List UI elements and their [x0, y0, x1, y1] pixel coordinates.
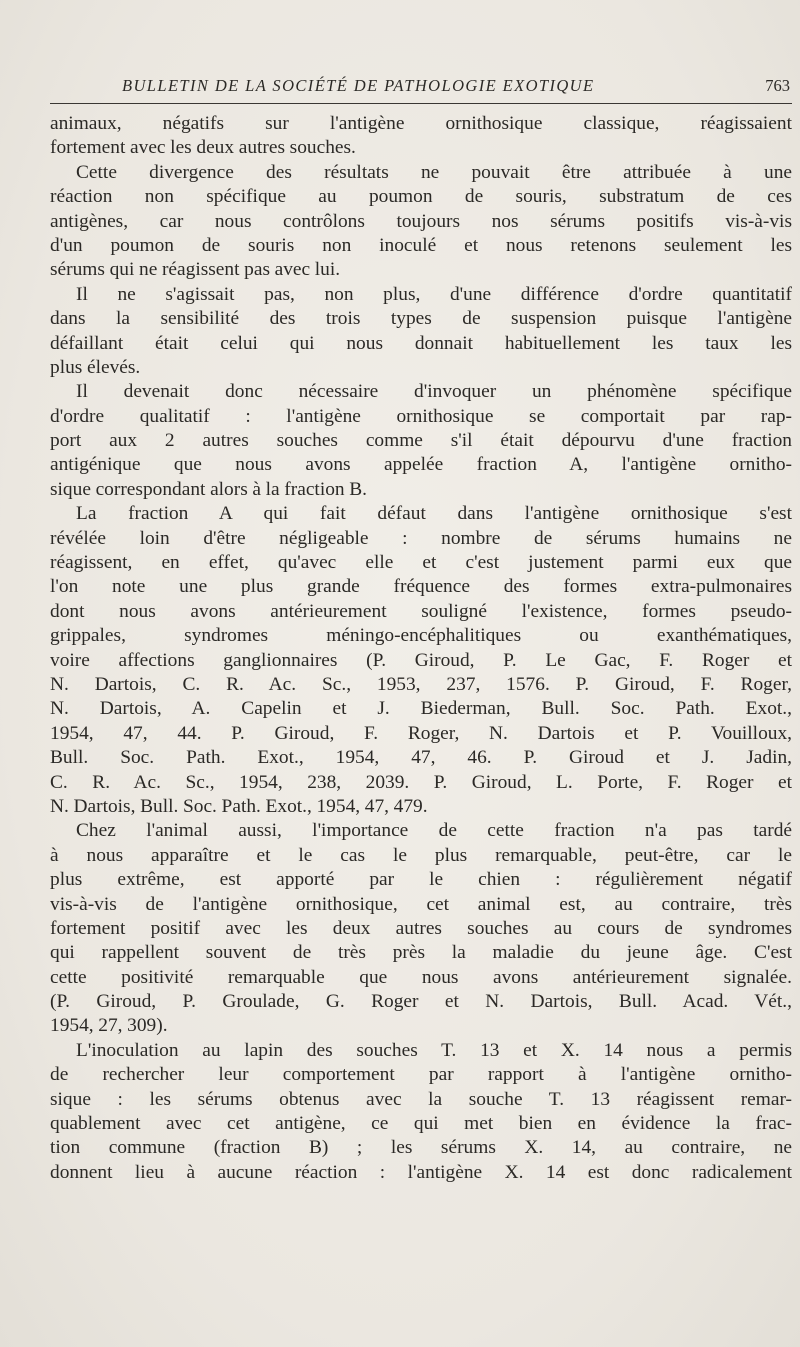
- text-line: Il devenait donc nécessaire d'invoquer un phénomène spécifique: [76, 381, 792, 403]
- text-line: réagissent, en effet, qu'avec elle et c'est justement parmi eux que: [50, 552, 792, 574]
- text-line: fortement avec les deux autres souches.: [50, 137, 356, 159]
- text-line: 1954, 27, 309).: [50, 1015, 168, 1037]
- text-line: Bull. Soc. Path. Exot., 1954, 47, 46. P. Giroud et J. Jadin,: [50, 747, 792, 769]
- text-line: N. Dartois, C. R. Ac. Sc., 1953, 237, 1576. P. Giroud, F. Roger,: [50, 673, 792, 695]
- text-line: sique correspondant alors à la fraction B.: [50, 478, 368, 500]
- text-line: N. Dartois, A. Capelin et J. Biederman, Bull. Soc. Path. Exot.,: [50, 698, 792, 720]
- text-line: grippales, syndromes méningo-encéphalitiques ou exanthématiques,: [50, 625, 792, 647]
- text-line: dont nous avons antérieurement souligné l'existence, formes pseudo-: [50, 600, 792, 622]
- text-line: fortement positif avec les deux autres souches au cours de syndromes: [50, 917, 792, 939]
- text-line: qui rappellent souvent de très près la maladie du jeune âge. C'est: [50, 942, 792, 964]
- text-line: plus extrême, est apporté par le chien : régulièrement négatif: [50, 869, 792, 891]
- text-line: révélée loin d'être négligeable : nombre de sérums humains ne: [50, 527, 792, 549]
- text-line: Cette divergence des résultats ne pouvait être attribuée à une: [76, 161, 792, 183]
- text-line: port aux 2 autres souches comme s'il était dépourvu d'une fraction: [50, 430, 792, 452]
- text-line: (P. Giroud, P. Groulade, G. Roger et N. Dartois, Bull. Acad. Vét.,: [50, 991, 792, 1013]
- text-line: N. Dartois, Bull. Soc. Path. Exot., 1954, 47, 479.: [50, 795, 428, 817]
- text-line: l'on note une plus grande fréquence des formes extra-pulmonaires: [50, 576, 792, 598]
- text-line: défaillant était celui qui nous donnait habituellement les taux les: [50, 332, 792, 354]
- text-line: Chez l'animal aussi, l'importance de cette fraction n'a pas tardé: [76, 820, 792, 842]
- journal-title: BULLETIN DE LA SOCIÉTÉ DE PATHOLOGIE EXOTIQUE: [122, 76, 595, 95]
- text-line: de rechercher leur comportement par rapport à l'antigène ornitho-: [50, 1064, 792, 1086]
- text-line: antigénique que nous avons appelée fraction A, l'antigène ornitho-: [50, 454, 792, 476]
- body-text: [50, 112, 792, 1185]
- text-line: à nous apparaître et le cas le plus remarquable, peut-être, car le: [50, 844, 792, 866]
- text-line: Il ne s'agissait pas, non plus, d'une différence d'ordre quantitatif: [76, 283, 792, 305]
- text-line: animaux, négatifs sur l'antigène ornithosique classique, réagissaient: [50, 113, 792, 134]
- text-line: L'inoculation au lapin des souches T. 13 et X. 14 nous a permis: [76, 1039, 792, 1061]
- running-header: [50, 76, 792, 104]
- text-line: donnent lieu à aucune réaction : l'antigène X. 14 est donc radicalement: [50, 1161, 792, 1183]
- text-line: d'un poumon de souris non inoculé et nous retenons seulement les: [50, 234, 792, 256]
- header-rule: [50, 103, 792, 104]
- text-line: antigènes, car nous contrôlons toujours nos sérums positifs vis-à-vis: [50, 210, 792, 232]
- text-line: vis-à-vis de l'antigène ornithosique, cet animal est, au contraire, très: [50, 893, 792, 915]
- text-line: tion commune (fraction B) ; les sérums X. 14, au contraire, ne: [50, 1137, 792, 1159]
- text-line: voire affections ganglionnaires (P. Giroud, P. Le Gac, F. Roger et: [50, 649, 792, 671]
- text-line: réaction non spécifique au poumon de souris, substratum de ces: [50, 186, 792, 208]
- text-line: sique : les sérums obtenus avec la souche T. 13 réagissent remar-: [50, 1088, 792, 1110]
- text-line: d'ordre qualitatif : l'antigène ornithosique se comportait par rap-: [50, 405, 792, 427]
- text-line: C. R. Ac. Sc., 1954, 238, 2039. P. Giroud, L. Porte, F. Roger et: [50, 771, 792, 793]
- text-line: 1954, 47, 44. P. Giroud, F. Roger, N. Dartois et P. Vouilloux,: [50, 722, 792, 744]
- page-number: 763: [765, 76, 790, 95]
- text-line: sérums qui ne réagissent pas avec lui.: [50, 259, 341, 281]
- text-line: cette positivité remarquable que nous avons antérieurement signalée.: [50, 966, 792, 988]
- text-line: dans la sensibilité des trois types de suspension puisque l'antigène: [50, 308, 792, 330]
- text-line: La fraction A qui fait défaut dans l'antigène ornithosique s'est: [76, 503, 792, 525]
- text-line: plus élevés.: [50, 356, 141, 378]
- text-line: quablement avec cet antigène, ce qui met bien en évidence la frac-: [50, 1113, 792, 1135]
